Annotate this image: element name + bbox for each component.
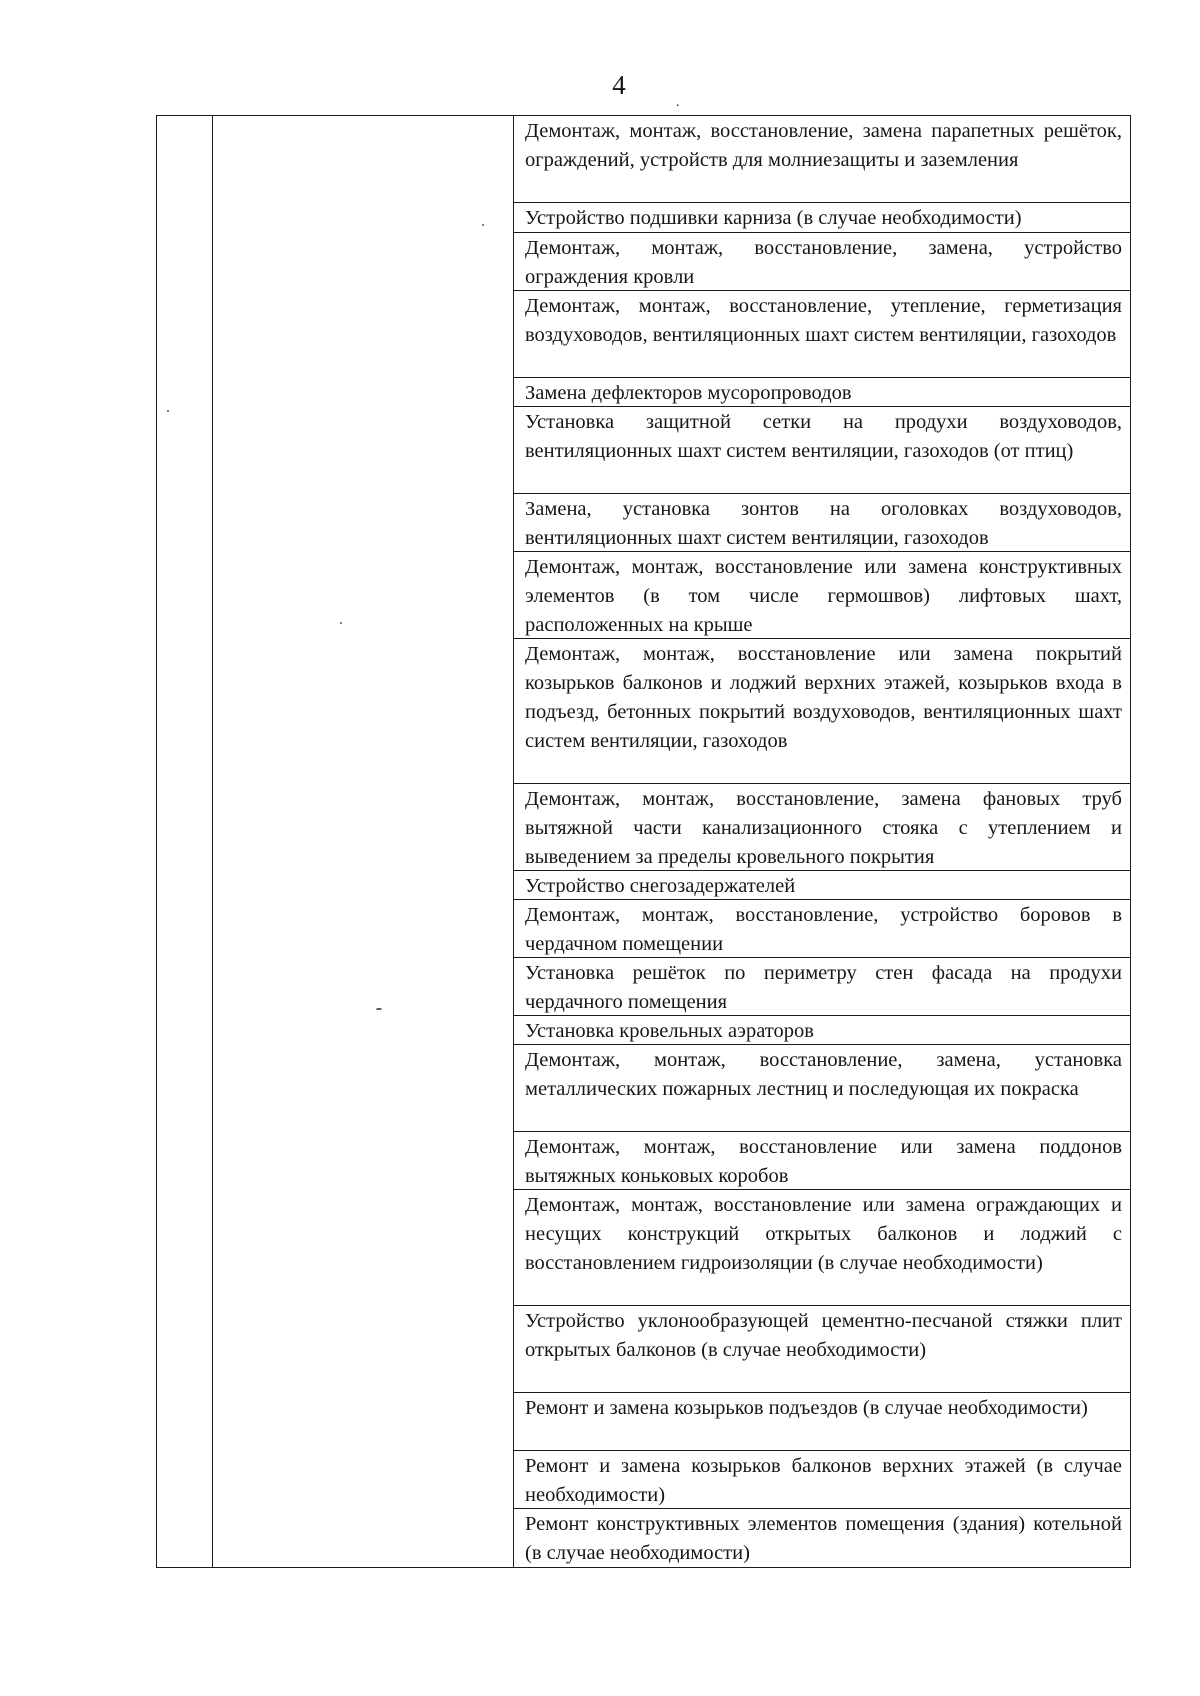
works-table <box>156 115 1131 1568</box>
table-row <box>514 1393 1130 1451</box>
table-row <box>514 871 1130 900</box>
page-number <box>0 70 1200 110</box>
table-row <box>514 291 1130 378</box>
table-row <box>514 1190 1130 1306</box>
table-cell-text: Устройство уклонообразующей цементно-песчаной стяжки плит открытых балконов (в случае необходимости) <box>525 1310 1122 1361</box>
table-cell-text: Демонтаж, монтаж, восстановление, замена парапетных решёток, ограждений, устройств для молниезащиты и заземления <box>525 120 1122 171</box>
table-row <box>514 407 1130 494</box>
table-row <box>514 378 1130 407</box>
table-column-element <box>213 116 514 1567</box>
scan-speck <box>340 622 342 624</box>
table-cell-text: Демонтаж, монтаж, восстановление или замена конструктивных элементов (в том числе гермошвов) лифтовых шахт, расположенных на крыше <box>525 556 1122 636</box>
table-cell-text: Устройство подшивки карниза (в случае необходимости) <box>525 207 1022 229</box>
table-cell-text: Ремонт конструктивных элементов помещения (здания) котельной (в случае необходимости) <box>525 1513 1122 1564</box>
table-cell-text: Демонтаж, монтаж, восстановление или замена покрытий козырьков балконов и лоджий верхних этажей, козырьков входа в подъезд, бетонных покрытий воздуховодов, вентиляционных шахт систем вентиляции, газоходов <box>525 643 1122 752</box>
table-cell-text: Демонтаж, монтаж, восстановление, замена фановых труб вытяжной части канализационного стояка с утеплением и выведением за пределы кровельного покрытия <box>525 788 1122 868</box>
scan-speck <box>376 1008 382 1010</box>
table-column-number <box>157 116 213 1567</box>
table-column-works <box>514 116 1130 1567</box>
table-cell-text: Ремонт и замена козырьков подъездов (в случае необходимости) <box>525 1397 1088 1419</box>
table-row <box>514 1451 1130 1509</box>
table-row <box>514 552 1130 639</box>
table-cell-text: Демонтаж, монтаж, восстановление или замена ограждающих и несущих конструкций открытых балконов и лоджий с восстановлением гидроизоляции (в случае необходимости) <box>525 1194 1122 1274</box>
scan-speck <box>167 410 169 412</box>
table-row <box>514 116 1130 203</box>
table-row <box>514 233 1130 291</box>
table-cell-text: Демонтаж, монтаж, восстановление, утепление, герметизация воздуховодов, вентиляционных шахт систем вентиляции, газоходов <box>525 295 1122 346</box>
scan-dot: . <box>676 95 680 110</box>
table-cell-text: Устройство снегозадержателей <box>525 875 796 897</box>
table-cell-text: Установка защитной сетки на продухи воздуховодов, вентиляционных шахт систем вентиляции, газоходов (от птиц) <box>525 411 1122 462</box>
table-cell-text: Установка решёток по периметру стен фасада на продухи чердачного помещения <box>525 962 1122 1013</box>
table-row <box>514 900 1130 958</box>
table-row <box>514 784 1130 871</box>
table-cell-text: Ремонт и замена козырьков балконов верхних этажей (в случае необходимости) <box>525 1455 1122 1506</box>
table-row <box>514 1509 1130 1567</box>
table-row <box>514 494 1130 552</box>
table-cell-text: Демонтаж, монтаж, восстановление, устройство боровов в чердачном помещении <box>525 904 1122 955</box>
table-row <box>514 958 1130 1016</box>
table-row <box>514 1132 1130 1190</box>
table-cell-text: Установка кровельных аэраторов <box>525 1020 814 1042</box>
scan-speck <box>482 224 484 226</box>
table-cell-text: Замена, установка зонтов на оголовках воздуховодов, вентиляционных шахт систем вентиляции, газоходов <box>525 498 1122 549</box>
table-row <box>514 1016 1130 1045</box>
page-number-text: 4 <box>612 70 626 100</box>
table-cell-text: Замена дефлекторов мусоропроводов <box>525 382 852 404</box>
table-cell-text: Демонтаж, монтаж, восстановление, замена, устройство ограждения кровли <box>525 237 1122 288</box>
table-cell-text: Демонтаж, монтаж, восстановление, замена, установка металлических пожарных лестниц и последующая их покраска <box>525 1049 1122 1100</box>
table-row <box>514 639 1130 784</box>
table-row <box>514 1045 1130 1132</box>
table-row <box>514 1306 1130 1393</box>
table-cell-text: Демонтаж, монтаж, восстановление или замена поддонов вытяжных коньковых коробов <box>525 1136 1122 1187</box>
table-row <box>514 203 1130 233</box>
